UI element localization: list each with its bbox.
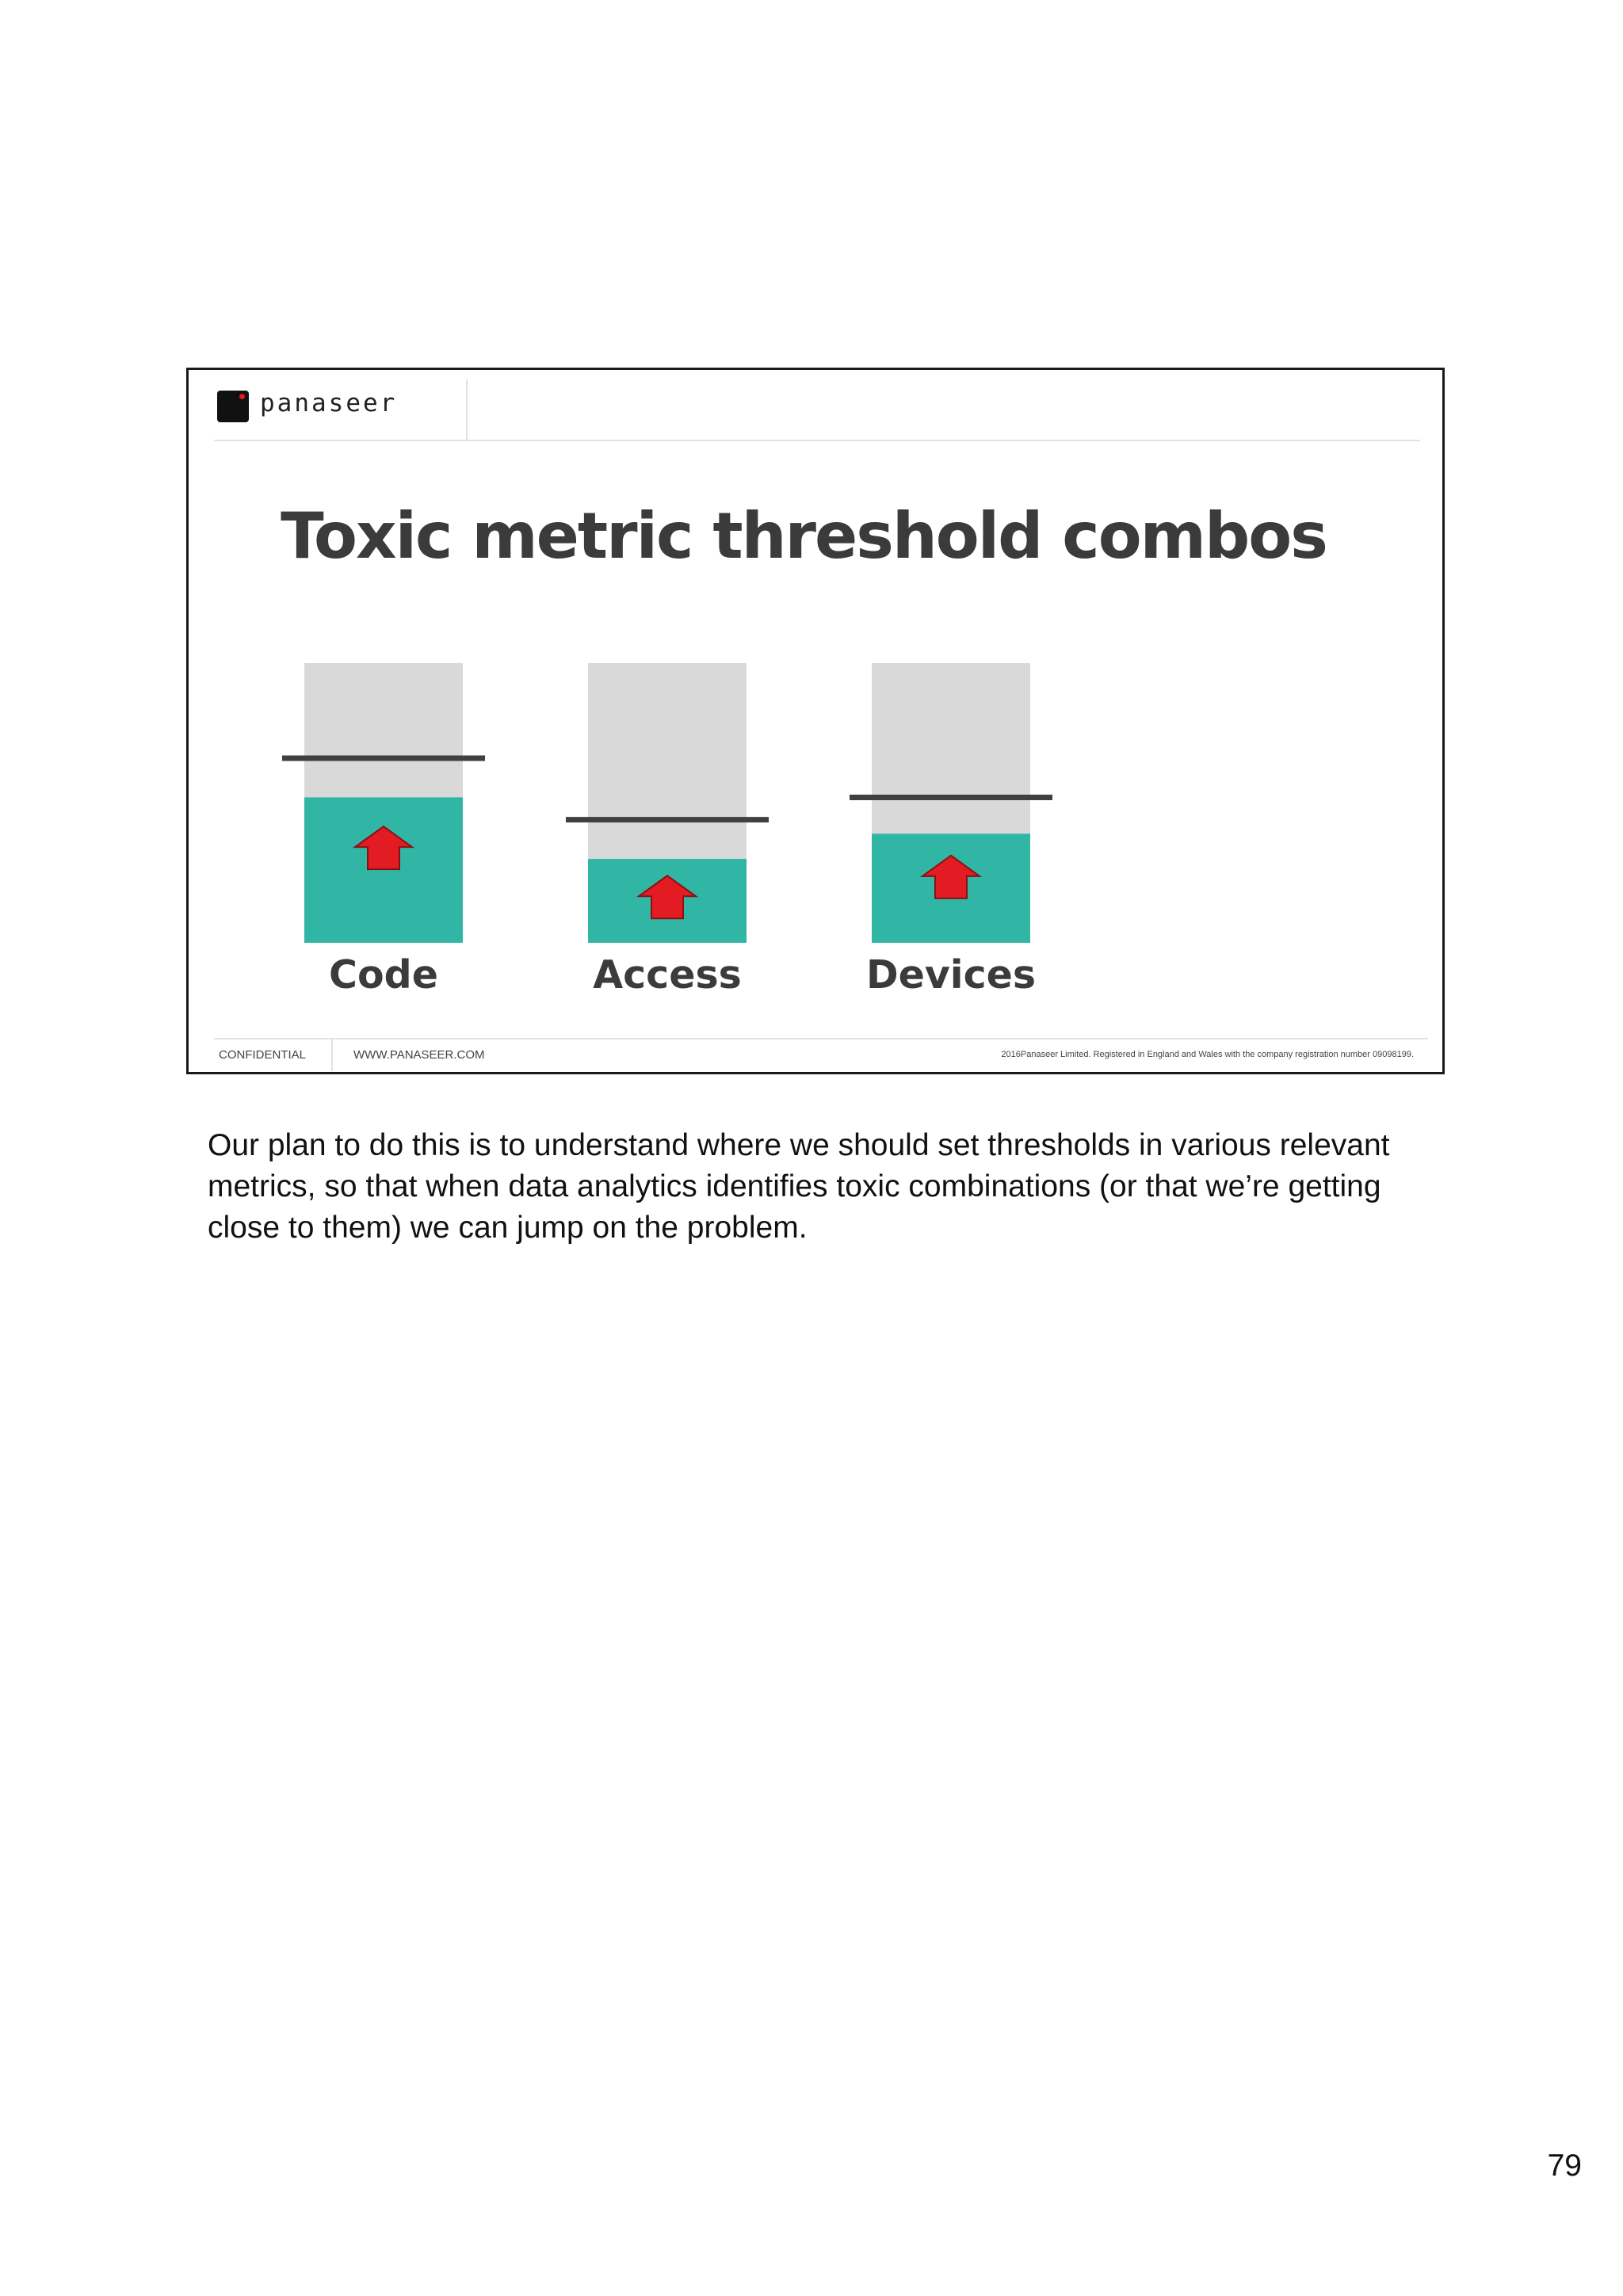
category-label-access: Access [593,952,742,997]
footer-confidential: CONFIDENTIAL [219,1048,307,1062]
speaker-notes: Our plan to do this is to understand where we should set thresholds in various relevant metrics, so that when data analytics identifies toxic combinations (or that we’re getting close to them) we can jump on the problem. [208,1128,1390,1245]
footer-divider [214,1038,1428,1039]
footer-legal: 2016Panaseer Limited. Registered in England and Wales with the company registration number 09098199. [1001,1050,1414,1059]
category-label-code: Code [329,952,438,997]
brand-name: panaseer [260,389,398,418]
slide-frame [186,368,1445,1074]
slide-title: Toxic metric threshold combos [281,499,1327,573]
threshold-chart [189,370,1442,1037]
footer-website: WWW.PANASEER.COM [353,1048,485,1062]
bar-fill-code [304,797,463,943]
category-label-devices: Devices [865,952,1037,997]
footer-divider-vertical [331,1039,333,1071]
page-number: 79 [1547,2149,1582,2183]
